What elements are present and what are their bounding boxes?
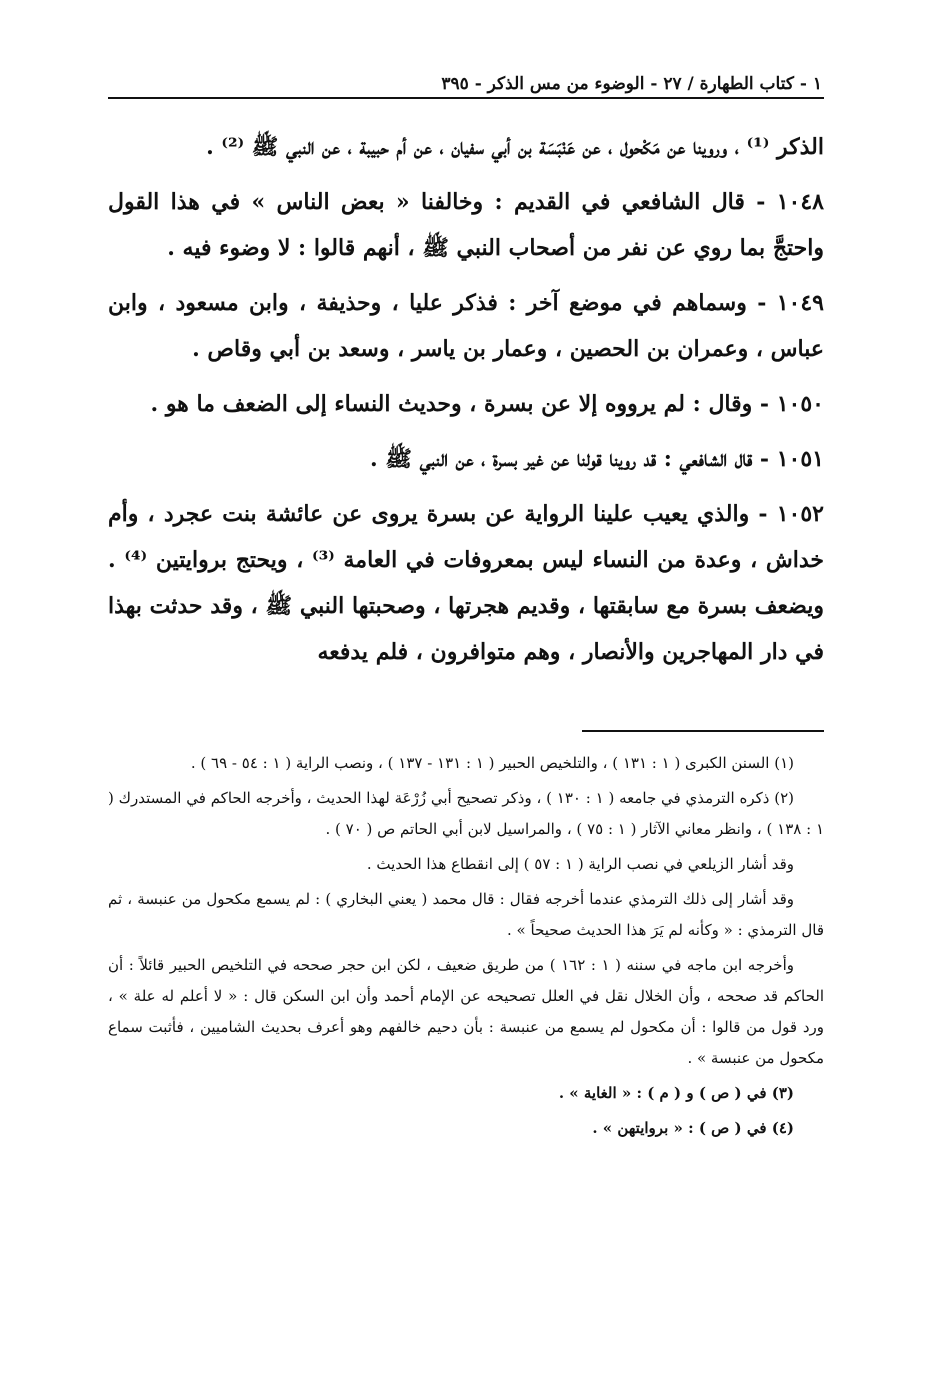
footnote-4: (٤) في ( ص ) : « بروايتهن » . — [592, 1119, 794, 1137]
footnote-2-note-a: وقد أشار الزيلعي في نصب الراية ( ١ : ٥٧ ) إلى انقطاع هذا الحديث . — [366, 855, 794, 873]
paragraph-1051: ١٠٥١ - قال الشافعي : قد روينا قولنا عن غير بسرة ، عن النبي ﷺ . — [370, 446, 824, 472]
footnote-2: (٢) ذكره الترمذي في جامعه ( ١ : ١٣٠ ) ، وذكر تصحيح أبي زُرْعَة لهذا الحديث ، وأخرجه الحاكم في المستدرك ( ١ : ١٣٨ ) ، وانظر معاني الآثار ( ١ : ٧٥ ) ، والمراسيل لابن أبي الحاتم ص ( ٧٠ ) . — [108, 789, 824, 838]
paragraph-1049: ١٠٤٩ - وسماهم في موضع آخر : فذكر عليا ، وحذيفة ، وابن مسعود ، وابن عباس ، وعمران بن الحصين ، وعمار بن ياسر ، وسعد بن أبي وقاص . — [108, 290, 824, 362]
footnote-2-note-c: وأخرجه ابن ماجه في سننه ( ١ : ١٦٢ ) من طريق ضعيف ، لكن ابن حجر صححه في التلخيص الحبير قائلاً : أن الحاكم قد صححه ، وأن الخلال نقل في العلل تصحيحه عن الإمام أحمد وأن ابن السكن قال : « لا أعلم له علة » ، ورد قول من قالوا : أن مكحول لم يسمع من عنبسة : بأن دحيم خالفهم وهو أعرف بحديث الشاميين ، فأثبت سماع مكحول من عنبسة » . — [108, 956, 824, 1067]
footnote-separator — [582, 730, 824, 732]
paragraph-1050: ١٠٥٠ - وقال : لم يرووه إلا عن بسرة ، وحديث النساء إلى الضعف ما هو . — [150, 391, 824, 417]
header-rule — [108, 97, 824, 99]
paragraph-1048: ١٠٤٨ - قال الشافعي في القديم : وخالفنا « بعض الناس » في هذا القول واحتجَّ بما روي عن نفر من أصحاب النبي ﷺ ، أنهم قالوا : لا وضوء فيه . — [108, 189, 824, 261]
paragraph-1052: ١٠٥٢ - والذي يعيب علينا الرواية عن بسرة يروى عن عائشة بنت عجرد ، وأم خداش ، وعدة من النساء ليس بمعروفات في العامة ⁽³⁾ ، ويحتج بروايتين ⁽⁴⁾ . ويضعف بسرة مع سابقتها ، وقديم هجرتها ، وصحبتها النبي ﷺ ، وقد حدثت بهذا في دار المهاجرين والأنصار ، وهم متوافرون ، فلم يدفعه — [108, 501, 824, 665]
running-header: ١ - كتاب الطهارة / ٢٧ - الوضوء من مس الذكر - ٣٩٥ — [441, 74, 822, 94]
footnote-1: (١) السنن الكبرى ( ١ : ١٣١ ) ، والتلخيص الحبير ( ١ : ١٣١ - ١٣٧ ) ، ونصب الراية ( ١ : ٥٤ - ٦٩ ) . — [190, 754, 794, 772]
footnote-2-note-b: وقد أشار إلى ذلك الترمذي عندما أخرجه فقال : قال محمد ( يعني البخاري ) : لم يسمع مكحول من عنبسة ، ثم قال الترمذي : « وكأنه لم يَرَ هذا الحديث صحيحاً » . — [108, 890, 824, 939]
paragraph-continuation: الذكر ⁽¹⁾ ، وروينا عن مَكْحول ، عن عَنْبَسَة بن أبي سفيان ، عن أم حبيبة ، عن النبي ﷺ ⁽²⁾ . — [206, 134, 824, 160]
main-text — [108, 124, 824, 684]
footnote-3: (٣) في ( ص ) و ( م ) : « الغاية » . — [558, 1084, 794, 1102]
footnotes — [108, 748, 824, 1148]
